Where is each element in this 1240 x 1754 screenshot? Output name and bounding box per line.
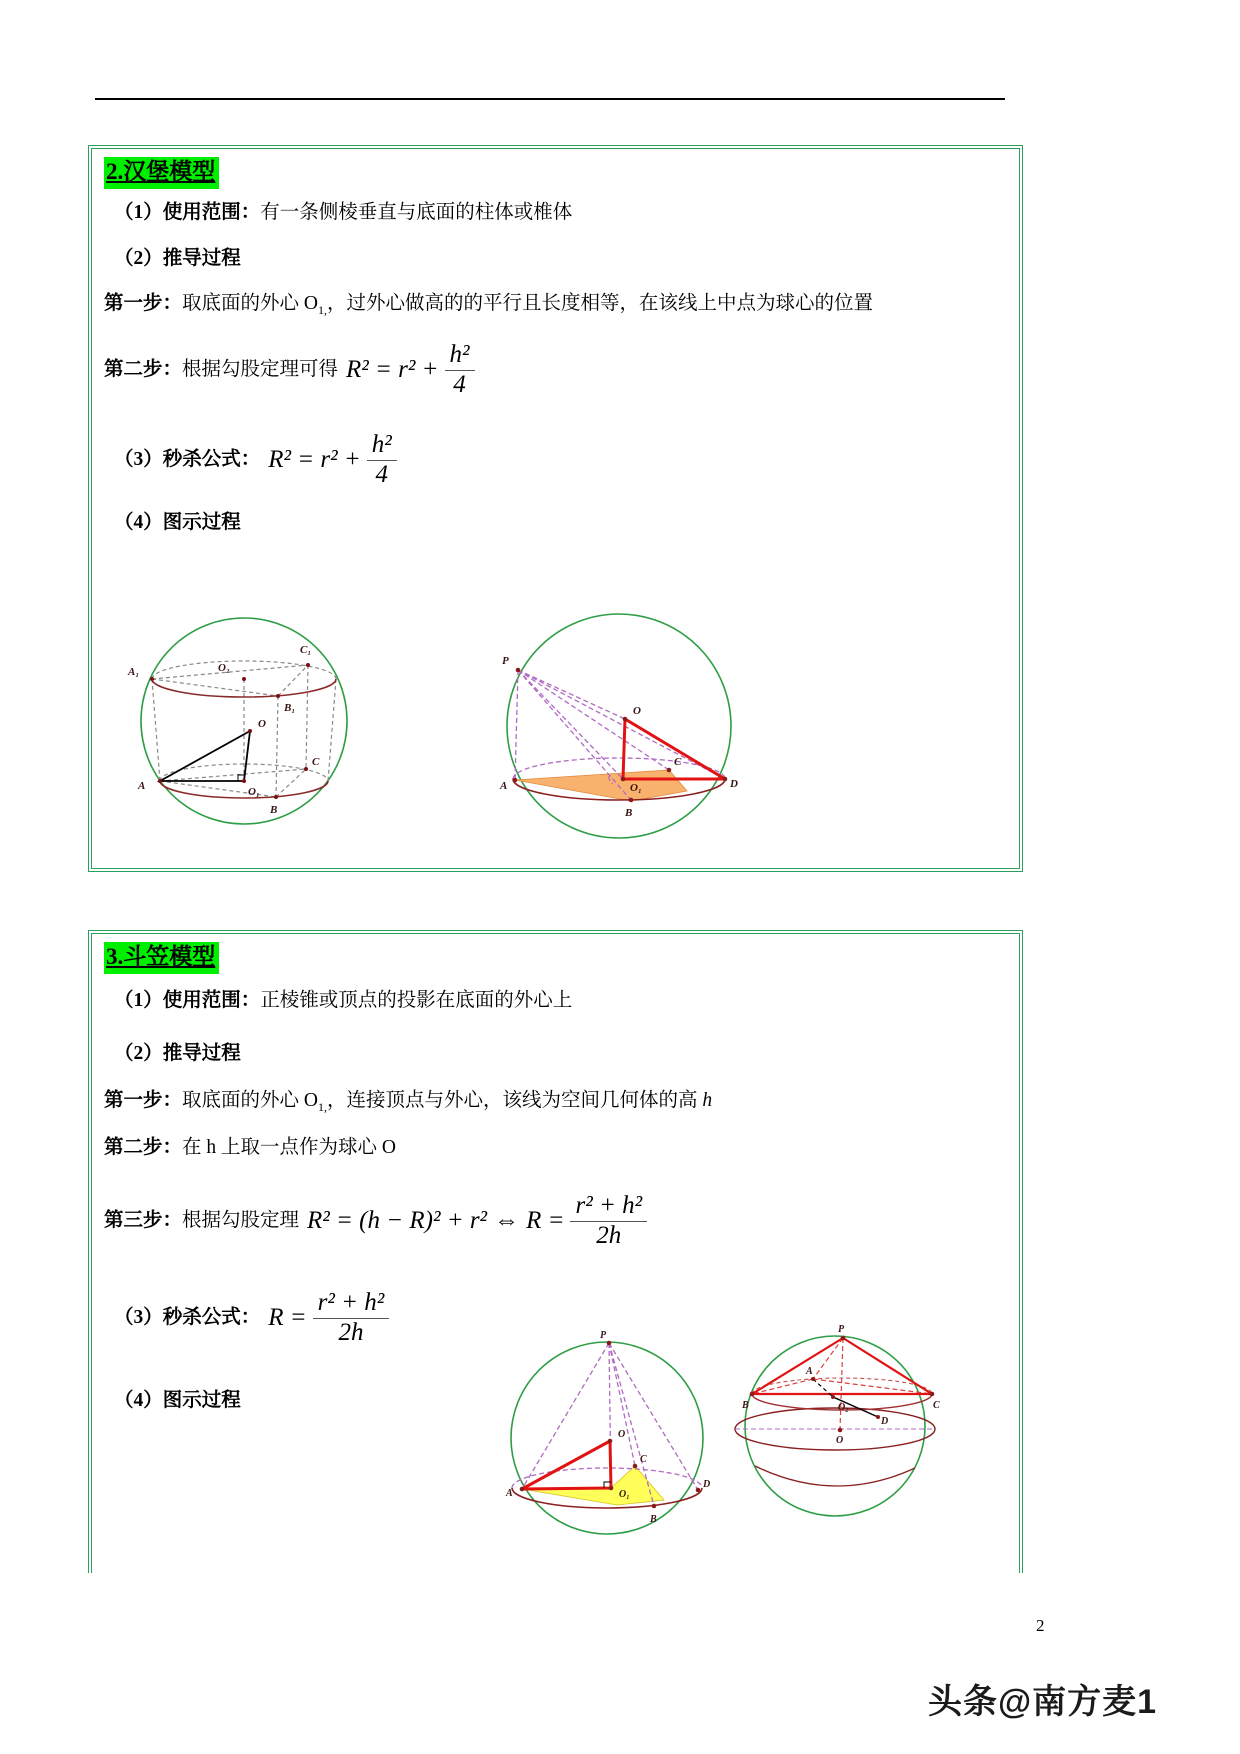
step2-formula	[346, 342, 474, 398]
sphere-outline	[507, 614, 731, 838]
label-d: D	[730, 778, 738, 790]
kill-label: （3）秒杀公式：	[114, 1306, 261, 1328]
sphere-outline	[511, 1342, 703, 1534]
step1-post: ，过外心做高的的平行且长度相等，在该线上中点为球心的位置	[327, 293, 874, 314]
label-o2: O₂	[838, 1402, 849, 1413]
page-number: 2	[1036, 1616, 1045, 1635]
pyramid-equator-sphere-diagram	[712, 1320, 952, 1555]
fraction	[367, 432, 397, 488]
scope-text: 有一条侧棱垂直与底面的柱体或椎体	[260, 202, 573, 223]
step1-sub: 1,	[318, 302, 327, 317]
label-o1: O₁	[619, 1489, 630, 1500]
base-shaded-region	[515, 770, 687, 801]
step3-formula	[307, 1193, 647, 1249]
hat-step3-line	[104, 1182, 647, 1260]
label-a: A	[506, 1488, 513, 1499]
step1-pre: 取底面的外心	[182, 293, 304, 314]
step1-pre: 取底面的外心	[182, 1090, 304, 1111]
label-o: O	[618, 1429, 626, 1440]
label-c: C	[312, 756, 320, 768]
hidden-red-edges	[752, 1338, 932, 1430]
fraction	[445, 342, 475, 398]
hamburger-title-line	[104, 157, 219, 189]
step1-label: 第一步：	[104, 293, 183, 314]
fraction-numerator: r² + h²	[313, 1290, 390, 1318]
step1-post: ，连接顶点与外心，该线为空间几何体的高	[327, 1090, 703, 1111]
label-o2: O₂	[218, 662, 230, 674]
fraction-numerator: h²	[367, 432, 397, 460]
label-a: A	[138, 780, 146, 792]
formula-lhs: R² = (h − R)² + r²	[307, 1207, 488, 1235]
label-b: B	[270, 804, 278, 816]
radius-triangle	[522, 1441, 611, 1489]
base-shaded-region	[522, 1466, 664, 1505]
cone-sphere-diagram	[492, 1326, 732, 1544]
vertex-dots	[150, 663, 310, 799]
radius-triangle	[623, 719, 725, 779]
sphere-outline	[745, 1336, 925, 1516]
label-c: C	[674, 756, 682, 768]
scope-label: （1）使用范围：	[114, 990, 261, 1011]
hamburger-model-box	[88, 145, 1023, 872]
step2-text: 根据勾股定理可得	[182, 358, 339, 380]
hat-step2-line	[104, 1136, 396, 1160]
label-o1: O₁	[248, 786, 260, 798]
label-b: B	[650, 1514, 657, 1525]
step1-label: 第一步：	[104, 1090, 183, 1111]
derive-label: （2）推导过程	[114, 1043, 241, 1064]
figure-label: （4）图示过程	[114, 1390, 241, 1411]
fraction-denominator: 4	[453, 370, 466, 398]
hamburger-title: 2.汉堡模型	[104, 157, 219, 189]
label-a: A	[500, 780, 508, 792]
scope-label: （1）使用范围：	[114, 202, 261, 223]
label-p: P	[838, 1324, 845, 1335]
label-a: A	[806, 1366, 813, 1377]
step2-label: 第二步：	[104, 1137, 183, 1158]
step1-h: h	[702, 1090, 713, 1111]
hat-scope-line	[114, 989, 572, 1013]
step1-var: O	[303, 293, 318, 314]
label-p: P	[502, 655, 509, 667]
hat-model-box	[88, 930, 1023, 1573]
hat-title-line	[104, 942, 219, 974]
hamburger-figure-line	[114, 511, 241, 535]
formula-lhs: R² = r² +	[346, 356, 439, 384]
label-o: O	[836, 1435, 844, 1446]
hat-title: 3.斗笠模型	[104, 942, 219, 974]
hamburger-kill-line	[114, 421, 397, 499]
watermark: 头条@南方麦1	[928, 1683, 1158, 1721]
step2-text: 在 h 上取一点作为球心 O	[182, 1137, 396, 1158]
step1-sub: 1,	[318, 1099, 327, 1114]
formula-mid: R =	[526, 1207, 565, 1235]
fraction	[313, 1290, 390, 1346]
label-a1: A₁	[128, 666, 140, 678]
derive-label: （2）推导过程	[114, 248, 241, 269]
label-o: O	[258, 718, 266, 730]
hamburger-step2-line	[104, 331, 475, 409]
vertex-dots	[750, 1336, 935, 1433]
fraction-denominator: 4	[375, 460, 388, 488]
label-b: B	[742, 1400, 749, 1411]
prism-sphere-diagram	[120, 609, 368, 837]
label-p: P	[600, 1330, 607, 1341]
hat-step1-line	[104, 1089, 712, 1115]
step1-var: O	[303, 1090, 318, 1111]
label-o: O	[633, 705, 641, 717]
fraction-numerator: r² + h²	[570, 1193, 647, 1221]
label-d: D	[703, 1479, 711, 1490]
hat-derive-line	[114, 1042, 241, 1066]
label-c: C	[933, 1400, 940, 1411]
label-b: B	[625, 807, 633, 819]
hat-kill-line	[114, 1279, 389, 1357]
kill-formula	[268, 432, 396, 488]
label-c: C	[640, 1454, 647, 1465]
label-c1: C₁	[300, 644, 312, 656]
iff-arrow: ⇔	[494, 1207, 520, 1235]
lower-circle-front-arc	[755, 1466, 915, 1486]
kill-formula	[268, 1290, 389, 1346]
formula-lhs: R² = r² +	[268, 446, 361, 474]
fraction-denominator: 2h	[596, 1221, 622, 1249]
formula-mid: R =	[268, 1304, 307, 1332]
label-o1: O₁	[630, 782, 642, 794]
scope-text: 正棱锥或顶点的投影在底面的外心上	[260, 990, 573, 1011]
header-rule	[95, 98, 1005, 100]
fraction-numerator: h²	[445, 342, 475, 370]
label-d: D	[881, 1416, 889, 1427]
bottom-circle-front-arc	[160, 781, 328, 798]
kill-label: （3）秒杀公式：	[114, 448, 261, 470]
hamburger-scope-line	[114, 201, 572, 225]
step2-label: 第二步：	[104, 358, 183, 380]
figure-label: （4）图示过程	[114, 512, 241, 533]
fraction-denominator: 2h	[338, 1318, 364, 1346]
pyramid-sphere-diagram	[497, 605, 745, 849]
radius-triangle	[160, 731, 250, 781]
hamburger-derive-line	[114, 247, 241, 271]
hamburger-step1-line	[104, 292, 873, 318]
step3-text: 根据勾股定理	[182, 1209, 300, 1231]
step3-label: 第三步：	[104, 1209, 183, 1231]
label-b1: B₁	[284, 702, 296, 714]
fraction	[570, 1193, 647, 1249]
hat-figure-line	[114, 1389, 241, 1413]
